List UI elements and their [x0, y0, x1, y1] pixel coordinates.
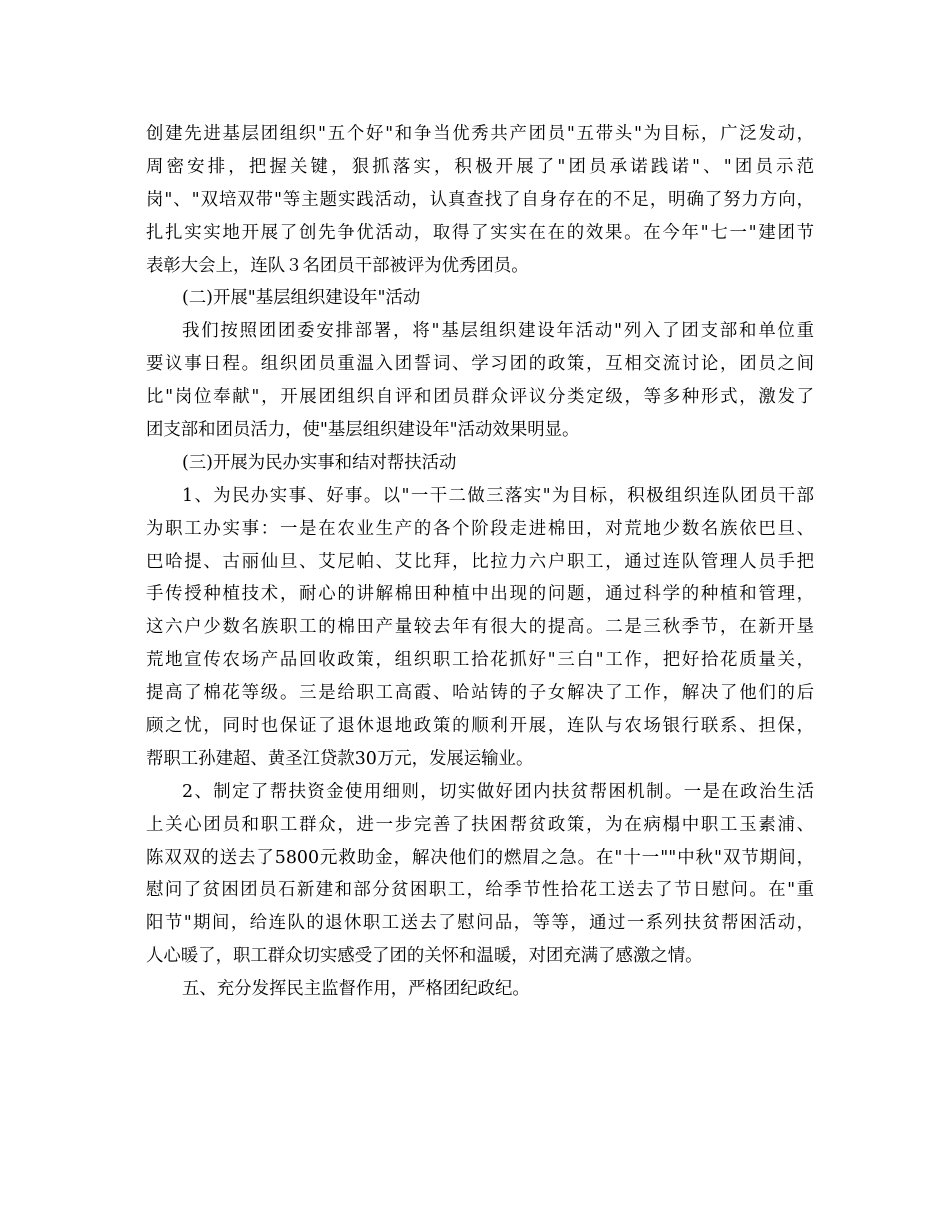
- text-line: 巴哈提、古丽仙旦、艾尼帕、艾比拜，比拉力六户职工，通过连队管理人员手把: [146, 551, 814, 572]
- text-line: 团支部和团员活力，使"基层组织建设年"活动效果明显。: [146, 420, 580, 441]
- text-line: 阳节"期间，给连队的退休职工送去了慰问品，等等，通过一系列扶贫帮困活动，: [146, 913, 814, 934]
- text-line: 要议事日程。组织团员重温入团誓词、学习团的政策，互相交流讨论，团员之间: [146, 354, 814, 375]
- text-line: 岗"、"双培双带"等主题实践活动，认真查找了自身存在的不足，明确了努力方向，: [146, 189, 814, 210]
- text-line: 上关心团员和职工群众，进一步完善了扶困帮贫政策，为在病榻中职工玉素浦、: [146, 814, 814, 835]
- text-line: 陈双双的送去了5800元救助金，解决他们的燃眉之急。在"十一""中秋"双节期间，: [146, 847, 814, 868]
- text-line: 慰问了贫困团员石新建和部分贫困职工，给季节性拾花工送去了节日慰问。在"重: [146, 880, 814, 901]
- text-line: 比"岗位奉献"，开展团组织自评和团员群众评议分类定级，等多种形式，激发了: [146, 387, 814, 408]
- text-line: 周密安排，把握关键，狠抓落实，积极开展了"团员承诺践诺"、"团员示范: [146, 156, 814, 177]
- text-line: 为职工办实事：一是在农业生产的各个阶段走进棉田，对荒地少数名族依巴旦、: [146, 518, 814, 539]
- text-line: 1、为民办实事、好事。以"一干二做三落实"为目标，积极组织连队团员干部: [182, 485, 814, 506]
- text-line: (三)开展为民办实事和结对帮扶活动: [182, 452, 457, 473]
- text-line: 这六户少数名族职工的棉田产量较去年有很大的提高。二是三秋季节，在新开垦: [146, 617, 814, 638]
- text-line: 帮职工孙建超、黄圣江贷款30万元，发展运输业。: [146, 748, 534, 769]
- document-body: [146, 118, 814, 1006]
- text-line: 人心暖了，职工群众切实感受了团的关怀和温暖，对团充满了感激之情。: [146, 946, 703, 967]
- text-line: (二)开展"基层组织建设年"活动: [182, 288, 421, 309]
- text-line: 表彰大会上，连队３名团员干部被评为优秀团员。: [146, 255, 529, 276]
- text-line: 顾之忧，同时也保证了退休退地政策的顺利开展，连队与农场银行联系、担保，: [146, 716, 814, 737]
- text-line: 创建先进基层团组织"五个好"和争当优秀共产团员"五带头"为目标，广泛发动，: [146, 124, 814, 144]
- text-line: 2、制定了帮扶资金使用细则，切实做好团内扶贫帮困机制。一是在政治生活: [182, 781, 814, 802]
- text-line: 荒地宣传农场产品回收政策，组织职工拾花抓好"三白"工作，把好拾花质量关，: [146, 650, 814, 671]
- text-line: 扎扎实实地开展了创先争优活动，取得了实实在在的效果。在今年"七一"建团节: [146, 222, 814, 243]
- text-line: 提高了棉花等级。三是给职工高霞、哈站铸的子女解决了工作，解决了他们的后: [146, 683, 814, 704]
- text-line: 五、充分发挥民主监督作用，严格团纪政纪。: [182, 979, 530, 1000]
- text-line: 我们按照团团委安排部署，将"基层组织建设年活动"列入了团支部和单位重: [182, 321, 814, 342]
- text-line: 手传授种植技术，耐心的讲解棉田种植中出现的问题，通过科学的种植和管理，: [146, 584, 814, 605]
